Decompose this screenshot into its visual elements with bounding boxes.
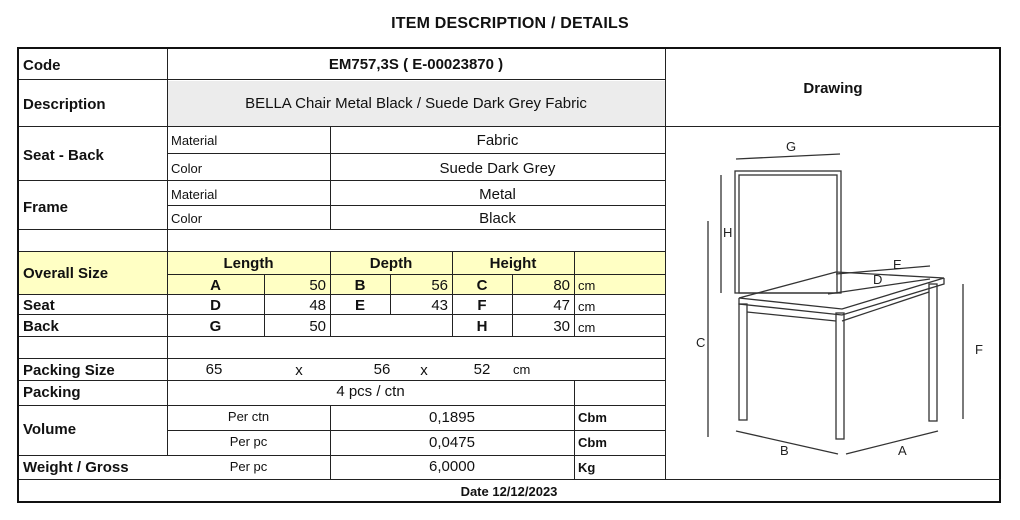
overall-length-key: A [210,277,221,294]
drawing-label: Drawing [803,80,863,97]
packing-value: 4 pcs / ctn [336,383,405,400]
description-label: Description [23,96,106,113]
frame-color-label: Color [171,211,203,226]
overall-unit: cm [578,278,596,293]
dim-label-d: D [873,272,883,287]
back-length-key: G [209,318,222,335]
seat-height-value: 47 [553,297,570,314]
back-label: Back [23,318,59,335]
seat-back-color-label: Color [171,161,203,176]
volume-label: Volume [23,421,77,438]
seat-back-material-value: Fabric [476,132,519,149]
overall-depth-key: B [354,277,366,294]
packing-size-height: 52 [473,361,491,378]
packing-size-length: 65 [205,361,223,378]
volume-per-ctn-label: Per ctn [227,409,270,424]
frame-label: Frame [23,199,69,216]
length-header: Length [223,255,274,272]
dim-label-c: C [696,335,706,350]
dim-label-h: H [723,225,733,240]
dim-label-a: A [898,443,907,458]
packing-size-label: Packing Size [23,362,115,379]
frame-material-label: Material [171,187,218,202]
dim-label-f: F [975,342,983,357]
seat-height-key: F [477,297,487,314]
description-value: BELLA Chair Metal Black / Suede Dark Grey Fabric [245,95,587,112]
volume-per-pc-label: Per pc [229,434,268,449]
packing-size-depth: 56 [373,361,391,378]
packing-size-x1: x [295,362,303,379]
volume-per-pc-unit: Cbm [578,435,607,450]
overall-height-value: 80 [553,277,570,294]
volume-per-pc-value: 0,0475 [429,434,475,451]
frame-color-value: Black [479,210,516,227]
frame-material-value: Metal [479,186,516,203]
date-footer: Date 12/12/2023 [460,484,558,499]
seat-label: Seat [23,297,55,314]
page-title: ITEM DESCRIPTION / DETAILS [391,15,629,32]
seat-depth-key: E [354,297,365,314]
depth-header: Depth [369,255,413,272]
packing-size-x2: x [420,362,428,379]
seat-back-color-value: Suede Dark Grey [439,160,556,177]
back-height-value: 30 [553,318,570,335]
seat-back-label: Seat - Back [23,147,104,164]
dim-label-b: B [780,443,789,458]
seat-back-material-label: Material [171,133,218,148]
weight-value: 6,0000 [429,458,475,475]
back-unit: cm [578,320,596,335]
dim-label-e: E [893,257,902,272]
back-height-key: H [476,318,488,335]
seat-length-key: D [210,297,221,314]
code-value: EM757,3S ( E-00023870 ) [328,56,504,73]
back-length-value: 50 [309,318,326,335]
seat-depth-value: 43 [431,297,448,314]
packing-size-unit: cm [513,362,531,377]
seat-unit: cm [578,299,596,314]
packing-label: Packing [23,384,81,401]
code-label: Code [23,57,61,74]
weight-unit: Kg [578,460,596,475]
weight-label: Weight / Gross [23,459,129,476]
dim-label-g: G [786,139,797,154]
spec-sheet [17,47,1001,503]
weight-per-pc-label: Per pc [229,459,268,474]
overall-length-value: 50 [309,277,326,294]
chair-drawing [668,129,998,477]
volume-per-ctn-value: 0,1895 [429,409,475,426]
overall-height-key: C [476,277,488,294]
overall-size-label: Overall Size [23,265,109,282]
volume-per-ctn-unit: Cbm [578,410,607,425]
overall-depth-value: 56 [431,277,448,294]
height-header: Height [489,255,537,272]
seat-length-value: 48 [309,297,326,314]
